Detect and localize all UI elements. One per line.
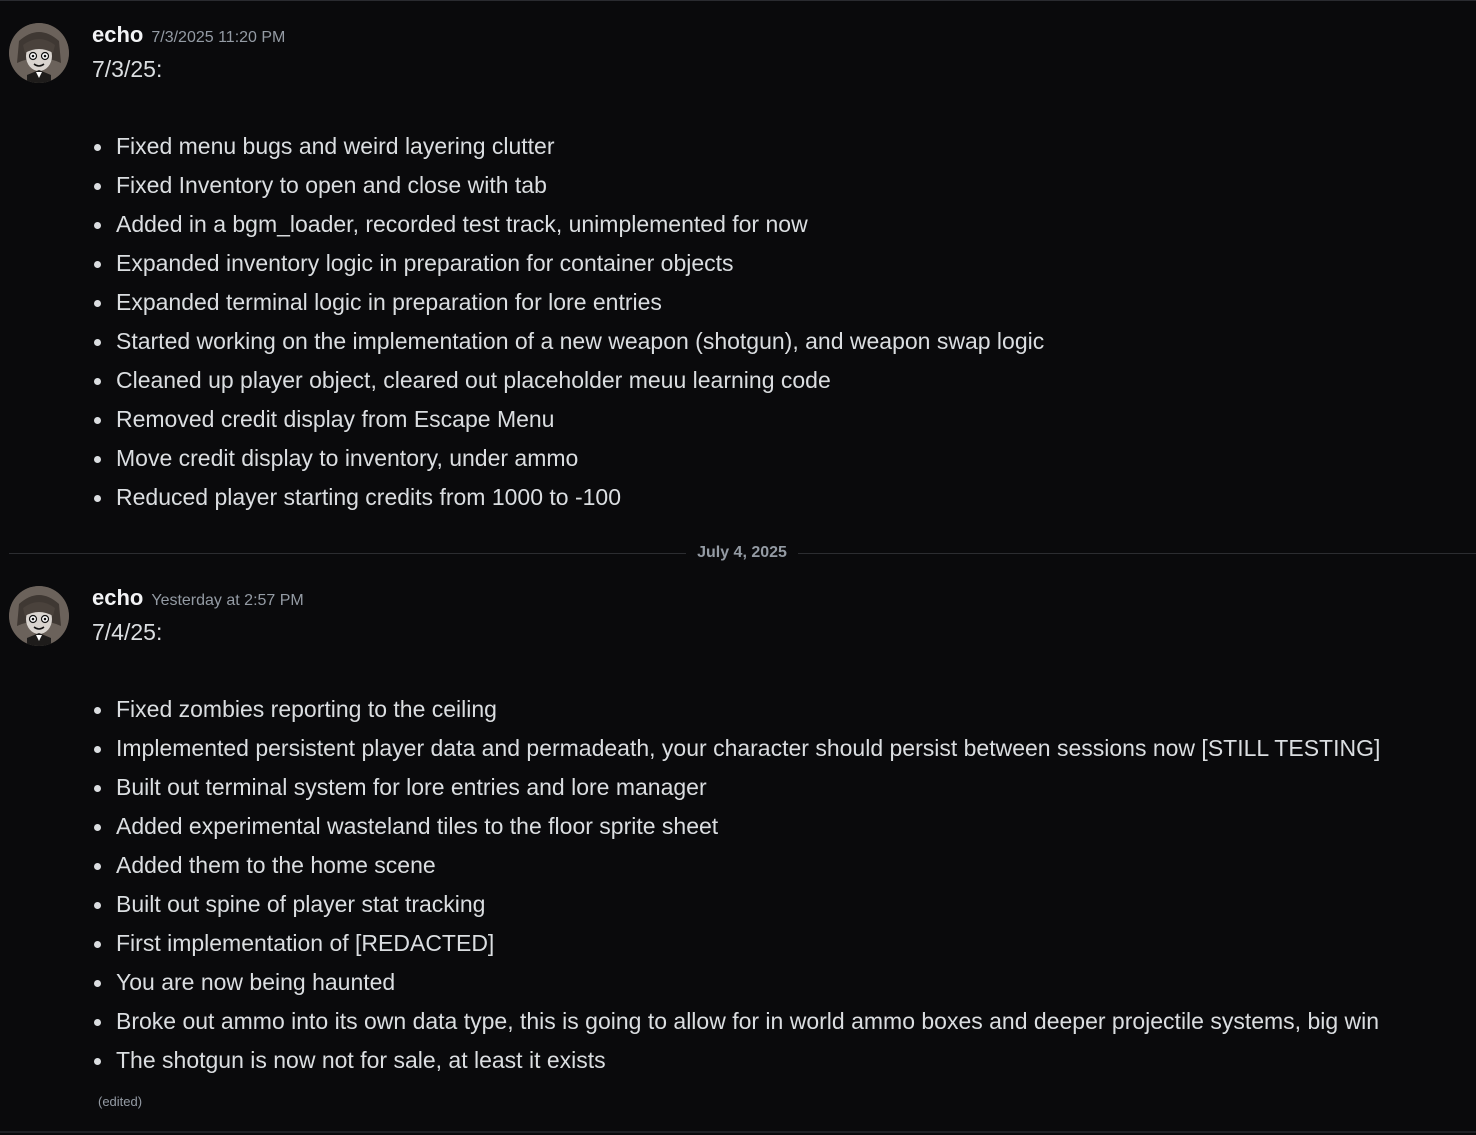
- avatar[interactable]: [9, 586, 69, 646]
- bullet-icon: [94, 261, 101, 268]
- username[interactable]: echo: [92, 585, 144, 610]
- bullet-icon: [94, 417, 101, 424]
- bullet-icon: [94, 495, 101, 502]
- list-item: Added in a bgm_loader, recorded test track, unimplemented for now: [92, 205, 1462, 244]
- message-heading: 7/4/25:: [92, 619, 163, 645]
- list-item: Implemented persistent player data and permadeath, your character should persist between sessions now [STILL TESTING]: [92, 729, 1462, 768]
- bullet-icon: [94, 456, 101, 463]
- list-item: Broke out ammo into its own data type, this is going to allow for in world ammo boxes and deeper projectile systems, big win: [92, 1002, 1462, 1041]
- edited-label: (edited): [98, 1094, 143, 1109]
- bullet-icon: [94, 1058, 101, 1065]
- top-border: [0, 0, 1476, 1]
- timestamp[interactable]: 7/3/2025 11:20 PM: [151, 29, 286, 46]
- timestamp[interactable]: Yesterday at 2:57 PM: [151, 592, 304, 609]
- list-item: Built out terminal system for lore entries and lore manager: [92, 768, 1462, 807]
- list-item: Cleaned up player object, cleared out placeholder meuu learning code: [92, 361, 1462, 400]
- bullet-list: [92, 690, 1462, 1080]
- bullet-list: [92, 127, 1462, 517]
- avatar-image: [9, 586, 69, 646]
- bullet-icon: [94, 183, 101, 190]
- list-item: Fixed Inventory to open and close with tab: [92, 166, 1462, 205]
- bullet-icon: [94, 707, 101, 714]
- list-item: You are now being haunted: [92, 963, 1462, 1002]
- list-item: Expanded terminal logic in preparation for lore entries: [92, 283, 1462, 322]
- list-item: Fixed menu bugs and weird layering clutter: [92, 127, 1462, 166]
- message-header: [92, 585, 304, 615]
- date-divider: July 4, 2025: [686, 543, 798, 563]
- bullet-icon: [94, 824, 101, 831]
- bottom-border: [0, 1131, 1476, 1133]
- bullet-icon: [94, 902, 101, 909]
- bullet-icon: [94, 863, 101, 870]
- list-item: First implementation of [REDACTED]: [92, 924, 1462, 963]
- avatar[interactable]: [9, 23, 69, 83]
- avatar-image: [9, 23, 69, 83]
- list-item: The shotgun is now not for sale, at least it exists: [92, 1041, 1462, 1080]
- message-content: [92, 54, 1462, 517]
- list-item: Fixed zombies reporting to the ceiling: [92, 690, 1462, 729]
- username[interactable]: echo: [92, 22, 144, 47]
- list-item: Added experimental wasteland tiles to the floor sprite sheet: [92, 807, 1462, 846]
- bullet-icon: [94, 300, 101, 307]
- bullet-icon: [94, 222, 101, 229]
- message-content: [92, 617, 1462, 1109]
- list-item: Started working on the implementation of a new weapon (shotgun), and weapon swap logic: [92, 322, 1462, 361]
- bullet-icon: [94, 980, 101, 987]
- list-item: Built out spine of player stat tracking: [92, 885, 1462, 924]
- bullet-icon: [94, 746, 101, 753]
- list-item: Reduced player starting credits from 1000 to -100: [92, 478, 1462, 517]
- bullet-icon: [94, 339, 101, 346]
- list-item: Removed credit display from Escape Menu: [92, 400, 1462, 439]
- message-heading: 7/3/25:: [92, 56, 163, 82]
- bullet-icon: [94, 785, 101, 792]
- list-item: Move credit display to inventory, under ammo: [92, 439, 1462, 478]
- bullet-icon: [94, 1019, 101, 1026]
- message-header: [92, 22, 285, 52]
- list-item: Added them to the home scene: [92, 846, 1462, 885]
- bullet-icon: [94, 144, 101, 151]
- bullet-icon: [94, 378, 101, 385]
- list-item: Expanded inventory logic in preparation for container objects: [92, 244, 1462, 283]
- bullet-icon: [94, 941, 101, 948]
